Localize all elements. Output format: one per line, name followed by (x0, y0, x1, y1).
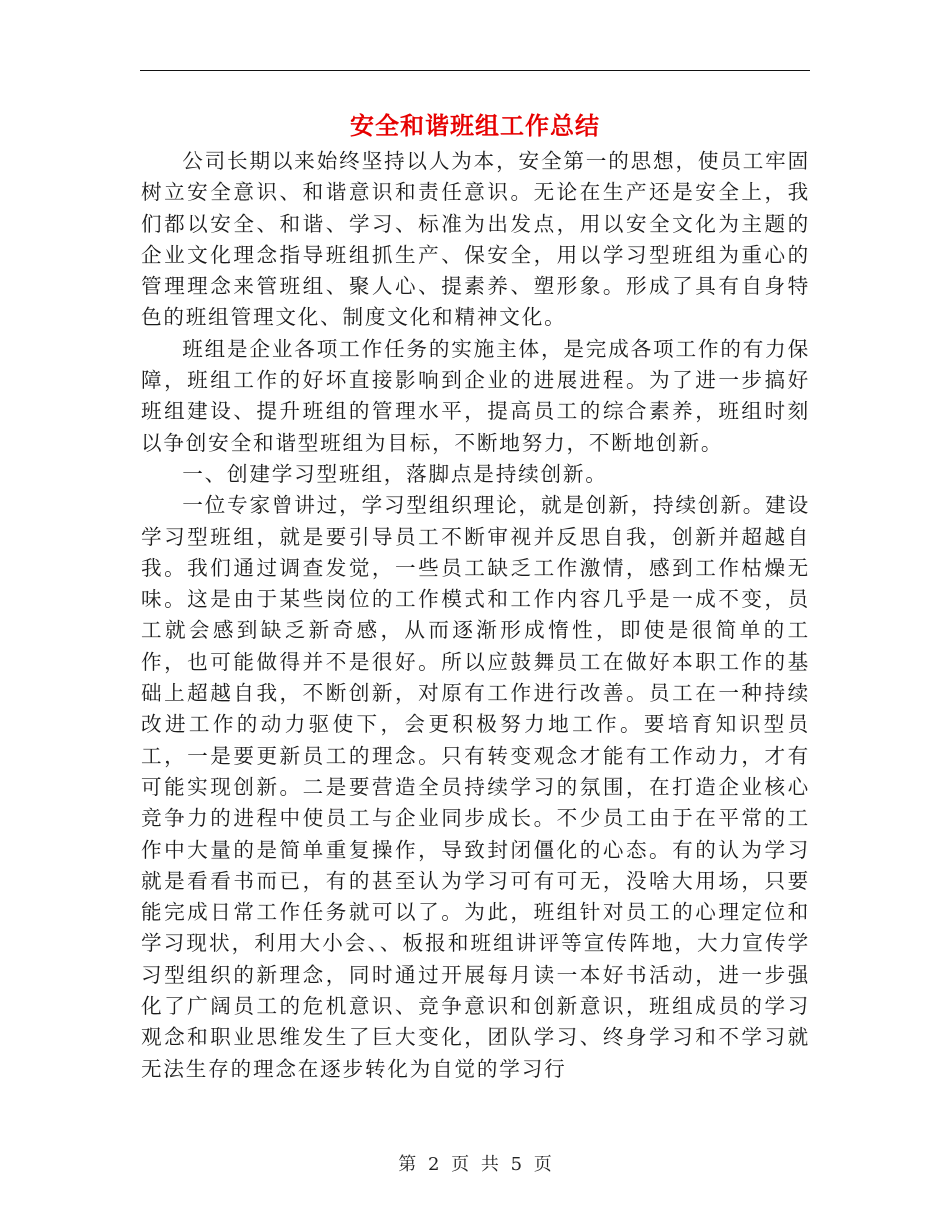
footer-page-unit: 页 (451, 1154, 470, 1175)
header-rule (140, 70, 810, 71)
document-title: 安全和谐班组工作总结 (350, 111, 600, 140)
footer-current-page: 2 (427, 1154, 440, 1175)
paragraph-intro: 公司长期以来始终坚持以人为本，安全第一的思想，使员工牢固树立安全意识、和谐意识和责任意识。无论在生产还是安全上，我们都以安全、和谐、学习、标准为出发点，用以安全文化为主题的企业文化理念指导班组抓生产、保安全，用以学习型班组为重心的管理理念来管班组、聚人心、提素养、塑形象。形成了具有自身特色的班组管理文化、制度文化和精神文化。 (141, 149, 810, 330)
footer-total-unit: 页 (533, 1154, 552, 1175)
footer-total-pages: 5 (510, 1154, 523, 1175)
paragraph-innovation: 一位专家曾讲过，学习型组织理论，就是创新，持续创新。建设学习型班组，就是要引导员工不断审视并反思自我，创新并超越自我。我们通过调查发觉，一些员工缺乏工作激情，感到工作枯燥无味。这是由于某些岗位的工作模式和工作内容几乎是一成不变，员工就会感到缺乏新奇感，从而逐渐形成惰性，即使是很简单的工作，也可能做得并不是很好。所以应鼓舞员工在做好本职工作的基础上超越自我，不断创新，对原有工作进行改善。员工在一种持续改进工作的动力驱使下，会更积极努力地工作。要培育知识型员工，一是要更新员工的理念。只有转变观念才能有工作动力，才有可能实现创新。二是要营造全员持续学习的氛围，在打造企业核心竞争力的进程中使员工与企业同步成长。不少员工由于在平常的工作中大量的是简单重复操作，导致封闭僵化的心态。有的认为学习就是看看书而已，有的甚至认为学习可有可无，没啥大用场，只要能完成日常工作任务就可以了。为此，班组针对员工的心理定位和学习现状，利用大小会、、板报和班组讲评等宣传阵地，大力宣传学习型组织的新理念，同时通过开展每月读一本好书活动，进一步强化了广阔员工的危机意识、竞争意识和创新意识，班组成员的学习观念和职业思维发生了巨大变化，团队学习、终身学习和不学习就无法生存的理念在逐步转化为自觉的学习行 (141, 493, 810, 1081)
section-heading-learning-team: 一、创建学习型班组，落脚点是持续创新。 (182, 461, 608, 486)
footer-prefix: 第 (398, 1154, 417, 1175)
footer-total-prefix: 共 (480, 1154, 499, 1175)
page-footer (0, 1152, 950, 1178)
document-body (141, 146, 810, 1106)
paragraph-team-role: 班组是企业各项工作任务的实施主体，是完成各项工作的有力保障，班组工作的好坏直接影响到企业的进展进程。为了进一步搞好班组建设、提升班组的管理水平，提高员工的综合素养，班组时刻以争创安全和谐型班组为目标，不断地努力，不断地创新。 (141, 336, 810, 455)
